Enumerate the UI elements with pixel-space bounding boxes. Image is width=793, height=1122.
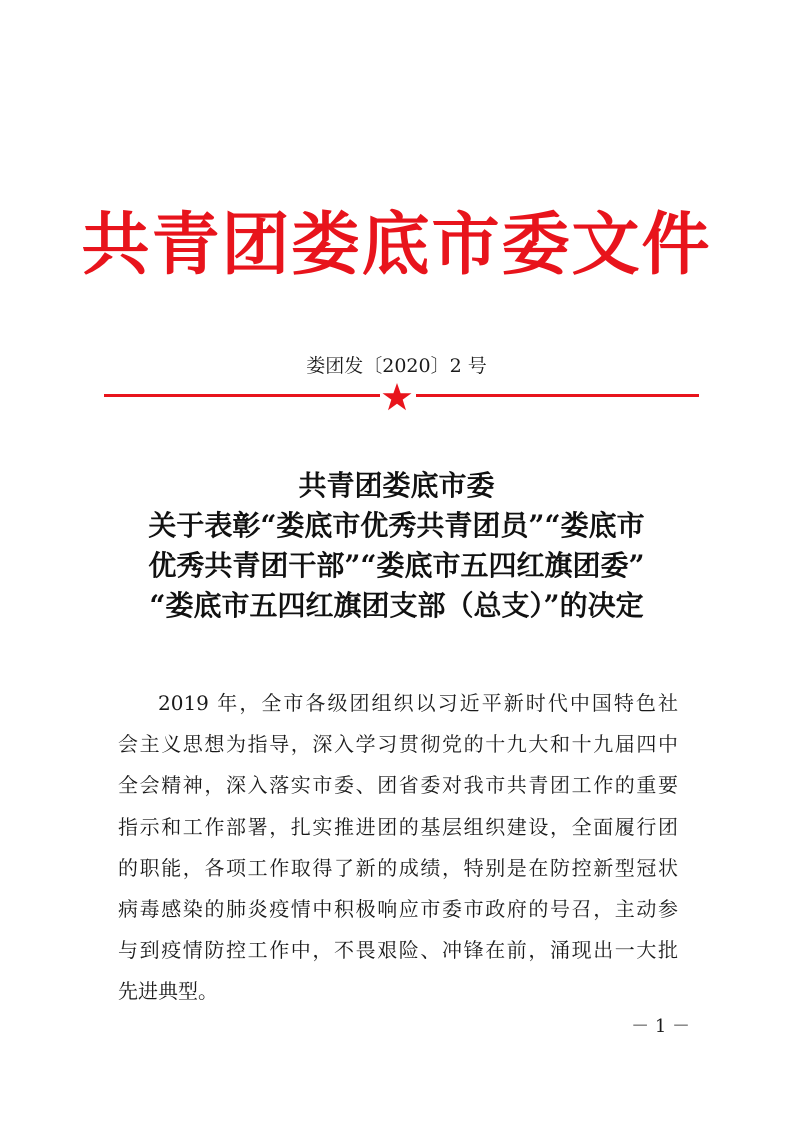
document-masthead: 共青团娄底市委文件 [81,205,712,285]
red-divider-left [104,394,380,397]
document-title [60,466,733,626]
body-line: 指示和工作部署，扎实推进团的基层组织建设，全面履行团 [118,814,678,839]
page-number: － 1 － [631,1016,690,1037]
body-line: 先进典型。 [118,979,218,1004]
body-line: 会主义思想为指导，深入学习贯彻党的十九大和十九届四中 [118,732,678,757]
body-paragraph [118,683,678,1013]
title-line: 共青团娄底市委 [298,469,495,502]
body-line: 与到疫情防控工作中，不畏艰险、冲锋在前，涌现出一大批 [118,938,678,963]
star-icon [381,382,413,412]
red-divider-right [416,394,699,397]
body-line: 病毒感染的肺炎疫情中积极响应市委市政府的号召，主动参 [118,897,678,922]
document-number: 娄团发〔2020〕2 号 [306,355,487,377]
title-line: “娄底市五四红旗团支部（总支）”的决定 [149,589,644,622]
body-line: 2019 年，全市各级团组织以习近平新时代中国特色社 [158,691,678,715]
body-line: 的职能，各项工作取得了新的成绩，特别是在防控新型冠状 [118,855,678,880]
title-line: 关于表彰“娄底市优秀共青团员”“娄底市 [148,509,645,542]
title-line: 优秀共青团干部”“娄底市五四红旗团委” [148,549,645,582]
body-line: 全会精神，深入落实市委、团省委对我市共青团工作的重要 [118,773,678,798]
